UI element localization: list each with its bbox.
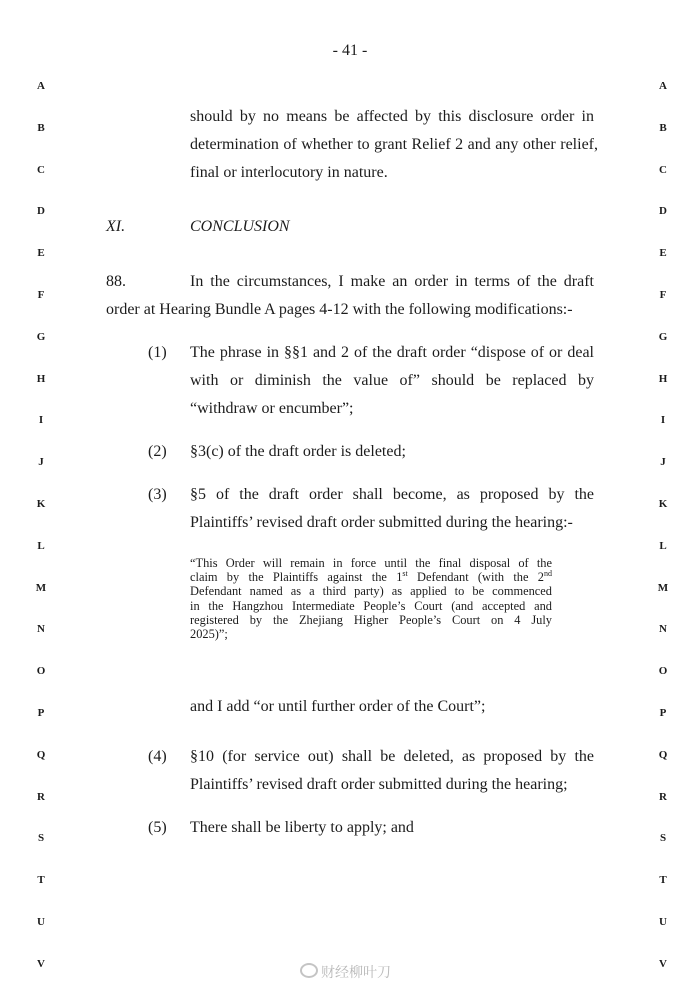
left-margin-letter-m: M	[35, 581, 47, 594]
left-margin-letter-b: B	[37, 121, 45, 134]
left-margin-letter-i: I	[38, 414, 44, 427]
right-margin-letter-h: H	[658, 372, 668, 385]
left-margin-letter-l: L	[37, 539, 45, 552]
item-number-1: (1)	[148, 344, 167, 361]
paragraph-number: 88.	[106, 273, 126, 290]
left-margin-letter-k: K	[36, 498, 46, 510]
quote-line-2-a: claim by the Plaintiffs against the 1	[190, 570, 403, 585]
paragraph-88-line-1: In the circumstances, I make an order in terms of the draft	[190, 273, 594, 290]
right-margin-letter-m: M	[657, 581, 669, 594]
quote-line-2	[190, 570, 552, 584]
left-margin-letter-a: A	[37, 80, 45, 92]
left-margin-letter-v: V	[37, 957, 45, 970]
left-margin-letter-d: D	[37, 205, 45, 218]
right-margin-letter-r: R	[659, 790, 667, 803]
item-number-5: (5)	[148, 819, 167, 836]
item-number-2: (2)	[148, 443, 167, 460]
watermark-text: 财经柳叶刀	[321, 965, 391, 981]
left-margin-letter-q: Q	[36, 748, 46, 761]
right-margin-letter-g: G	[658, 330, 668, 343]
left-margin-letter-o: O	[36, 665, 46, 678]
right-margin-letter-e: E	[659, 247, 667, 260]
continuation-line-3: final or interlocutory in nature.	[190, 164, 388, 181]
item-5-line-1: There shall be liberty to apply; and	[190, 819, 414, 836]
paragraph-88-line-2: order at Hearing Bundle A pages 4-12 with the following modifications:-	[106, 301, 573, 318]
right-margin-letter-o: O	[658, 665, 668, 678]
right-margin-letter-n: N	[659, 623, 667, 636]
section-numeral: XI.	[106, 218, 126, 235]
left-margin-letter-h: H	[36, 372, 46, 385]
left-margin-letter-n: N	[37, 623, 45, 636]
quote-line-3: Defendant named as a third party) as applied to be commenced	[190, 584, 552, 599]
watermark	[300, 962, 391, 982]
item-1-line-1: The phrase in §§1 and 2 of the draft order “dispose of or deal	[190, 344, 594, 361]
left-margin-letter-e: E	[37, 247, 45, 260]
quote-sup-nd: nd	[544, 569, 552, 579]
item-4-line-2: Plaintiffs’ revised draft order submitted during the hearing;	[190, 776, 568, 793]
left-margin-letter-p: P	[37, 707, 45, 719]
section-title: CONCLUSION	[190, 218, 290, 235]
item-1-line-2: with or diminish the value of” should be replaced by	[190, 372, 594, 389]
left-margin-letter-s: S	[37, 832, 45, 845]
item-4-line-1: §10 (for service out) shall be deleted, as proposed by the	[190, 748, 594, 765]
left-margin-letter-g: G	[36, 330, 46, 343]
right-margin-letter-i: I	[660, 414, 666, 427]
right-margin-letter-u: U	[659, 916, 667, 928]
right-margin-letter-v: V	[659, 957, 667, 970]
item-2-line-1: §3(c) of the draft order is deleted;	[190, 443, 406, 460]
right-margin-letter-p: P	[659, 707, 667, 719]
quote-line-1: “This Order will remain in force until the final disposal of the	[190, 556, 552, 570]
right-margin-letter-d: D	[659, 205, 667, 218]
left-margin-letter-u: U	[37, 916, 45, 928]
quote-line-5: registered by the Zhejiang Higher People’s Court on 4 July	[190, 612, 552, 627]
item-3-line-2: Plaintiffs’ revised draft order submitted during the hearing:-	[190, 514, 573, 531]
right-margin-letter-t: T	[659, 874, 667, 887]
quote-line-6: 2025)”;	[190, 627, 228, 642]
continuation-line-2: determination of whether to grant Relief 2 and any other relief,	[190, 136, 598, 153]
item-1-line-3: “withdraw or encumber”;	[190, 400, 354, 417]
right-margin-letter-f: F	[659, 289, 667, 301]
quote-line-4: in the Hangzhou Intermediate People’s Court (and accepted and	[190, 598, 552, 613]
left-margin-letter-r: R	[37, 790, 45, 803]
right-margin-letter-b: B	[659, 121, 667, 134]
right-margin-letter-a: A	[659, 80, 667, 92]
quote-line-2-b: Defendant (with the 2	[407, 570, 544, 585]
block-quote	[190, 556, 552, 641]
left-margin-letter-j: J	[38, 456, 44, 469]
weibo-icon	[300, 963, 318, 978]
item-number-4: (4)	[148, 748, 167, 765]
item-number-3: (3)	[148, 486, 167, 503]
right-margin-letter-s: S	[659, 832, 667, 845]
right-margin-letter-q: Q	[658, 748, 668, 761]
right-margin-letter-j: J	[660, 456, 666, 469]
page-number: - 41 -	[332, 42, 368, 59]
left-margin-letter-t: T	[37, 874, 45, 887]
right-margin-letter-k: K	[658, 498, 668, 510]
left-margin-letter-c: C	[37, 163, 45, 176]
quote-sup-st: st	[402, 569, 408, 579]
continuation-line-1: should by no means be affected by this disclosure order in	[190, 108, 594, 125]
item-3-line-1: §5 of the draft order shall become, as proposed by the	[190, 486, 594, 503]
left-margin-letter-f: F	[37, 289, 45, 301]
right-margin-letter-c: C	[659, 163, 667, 176]
after-quote-line: and I add “or until further order of the Court”;	[190, 698, 486, 715]
right-margin-letter-l: L	[659, 539, 667, 552]
